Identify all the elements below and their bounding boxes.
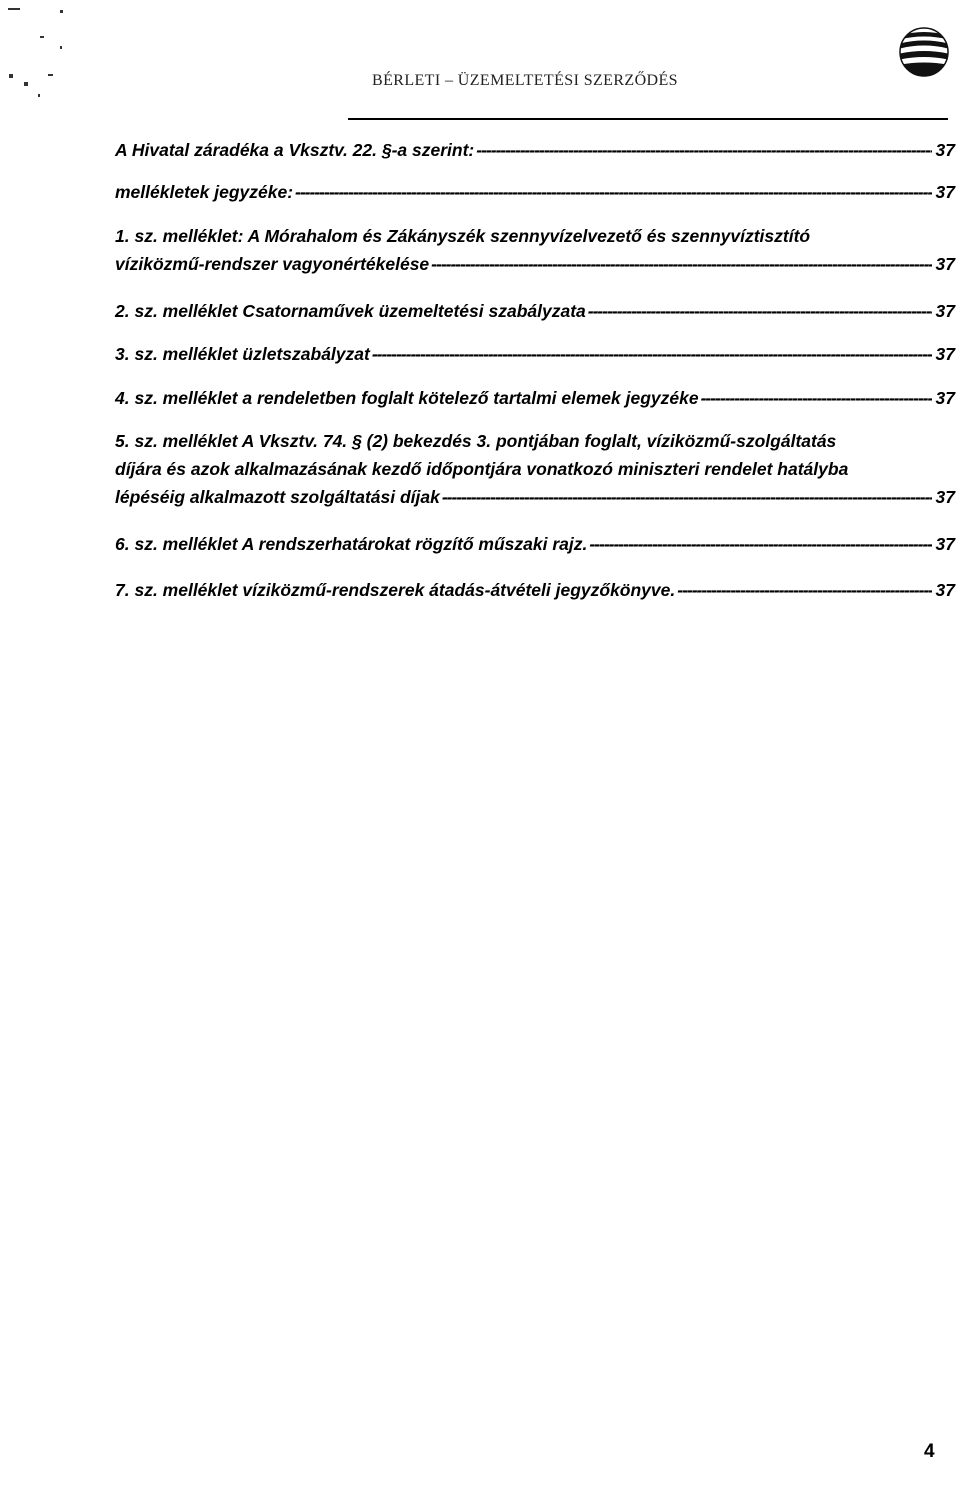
toc-entry-title: 7. sz. melléklet víziközmű-rendszerek átadás-átvételi jegyzőkönyve. bbox=[115, 580, 676, 600]
toc-page-number: 37 bbox=[935, 182, 955, 202]
toc-entry bbox=[115, 384, 955, 412]
toc-page-number: 37 bbox=[935, 140, 955, 160]
scan-speck bbox=[48, 74, 53, 76]
toc-entry-title: lépéséig alkalmazott szolgáltatási díjak bbox=[115, 487, 440, 507]
toc-entry bbox=[115, 576, 955, 604]
toc-entry-title: 4. sz. melléklet a rendeletben foglalt kötelező tartalmi elemek jegyzéke bbox=[115, 388, 699, 408]
scan-speck bbox=[9, 74, 13, 78]
toc-page-number: 37 bbox=[935, 301, 955, 321]
scan-speck bbox=[60, 10, 63, 13]
scan-speck bbox=[8, 8, 20, 10]
toc-entry-title: 6. sz. melléklet A rendszerhatárokat rögzítő műszaki rajz. bbox=[115, 534, 588, 554]
company-logo-icon bbox=[894, 22, 954, 82]
toc-entry-title: 3. sz. melléklet üzletszabályzat bbox=[115, 344, 370, 364]
page-number: 4 bbox=[924, 1441, 935, 1462]
toc-leader bbox=[295, 178, 932, 206]
toc-entry-title: víziközmű-rendszer vagyonértékelése bbox=[115, 254, 430, 274]
toc-entry bbox=[115, 136, 955, 164]
toc-entry bbox=[115, 178, 955, 206]
toc-page-number: 37 bbox=[935, 580, 955, 600]
toc-leader bbox=[701, 384, 932, 412]
toc-entry-title: mellékletek jegyzéke: bbox=[115, 182, 294, 202]
toc-leader bbox=[372, 340, 932, 368]
toc-leader bbox=[677, 576, 931, 604]
toc-entry bbox=[115, 297, 955, 325]
toc-leader bbox=[431, 250, 931, 278]
scan-speck bbox=[40, 36, 44, 38]
toc-entry bbox=[115, 530, 955, 558]
toc-entry-title: 2. sz. melléklet Csatornaművek üzemeltetési szabályzata bbox=[115, 301, 586, 321]
header-rule bbox=[348, 118, 948, 120]
toc-page-number: 37 bbox=[935, 487, 955, 507]
toc-page-number: 37 bbox=[935, 254, 955, 274]
toc-entry bbox=[115, 222, 955, 278]
scan-speck bbox=[60, 46, 62, 49]
toc-page-number: 37 bbox=[935, 534, 955, 554]
toc-leader bbox=[442, 483, 932, 511]
scan-speck bbox=[38, 94, 40, 97]
toc-entry-title: 5. sz. melléklet A Vksztv. 74. § (2) bekezdés 3. pontjában foglalt, víziközmű-szolgáltatás bbox=[115, 431, 837, 451]
toc-page-number: 37 bbox=[935, 344, 955, 364]
toc-entry bbox=[115, 427, 955, 511]
toc-entry-title: A Hivatal záradéka a Vksztv. 22. §-a szerint: bbox=[115, 140, 475, 160]
header-title: BÉRLETI – ÜZEMELTETÉSI SZERZŐDÉS bbox=[372, 72, 678, 89]
toc-entry-title: 1. sz. melléklet: A Mórahalom és Zákányszék szennyvízelvezető és szennyvíztisztító bbox=[115, 226, 811, 246]
scan-speck bbox=[24, 82, 28, 86]
toc-entry bbox=[115, 340, 955, 368]
toc-leader bbox=[588, 297, 932, 325]
toc-leader bbox=[476, 136, 931, 164]
toc-entry-title: díjára és azok alkalmazásának kezdő időpontjára vonatkozó miniszteri rendelet hatályba bbox=[115, 459, 849, 479]
toc-page-number: 37 bbox=[935, 388, 955, 408]
toc-leader bbox=[589, 530, 931, 558]
